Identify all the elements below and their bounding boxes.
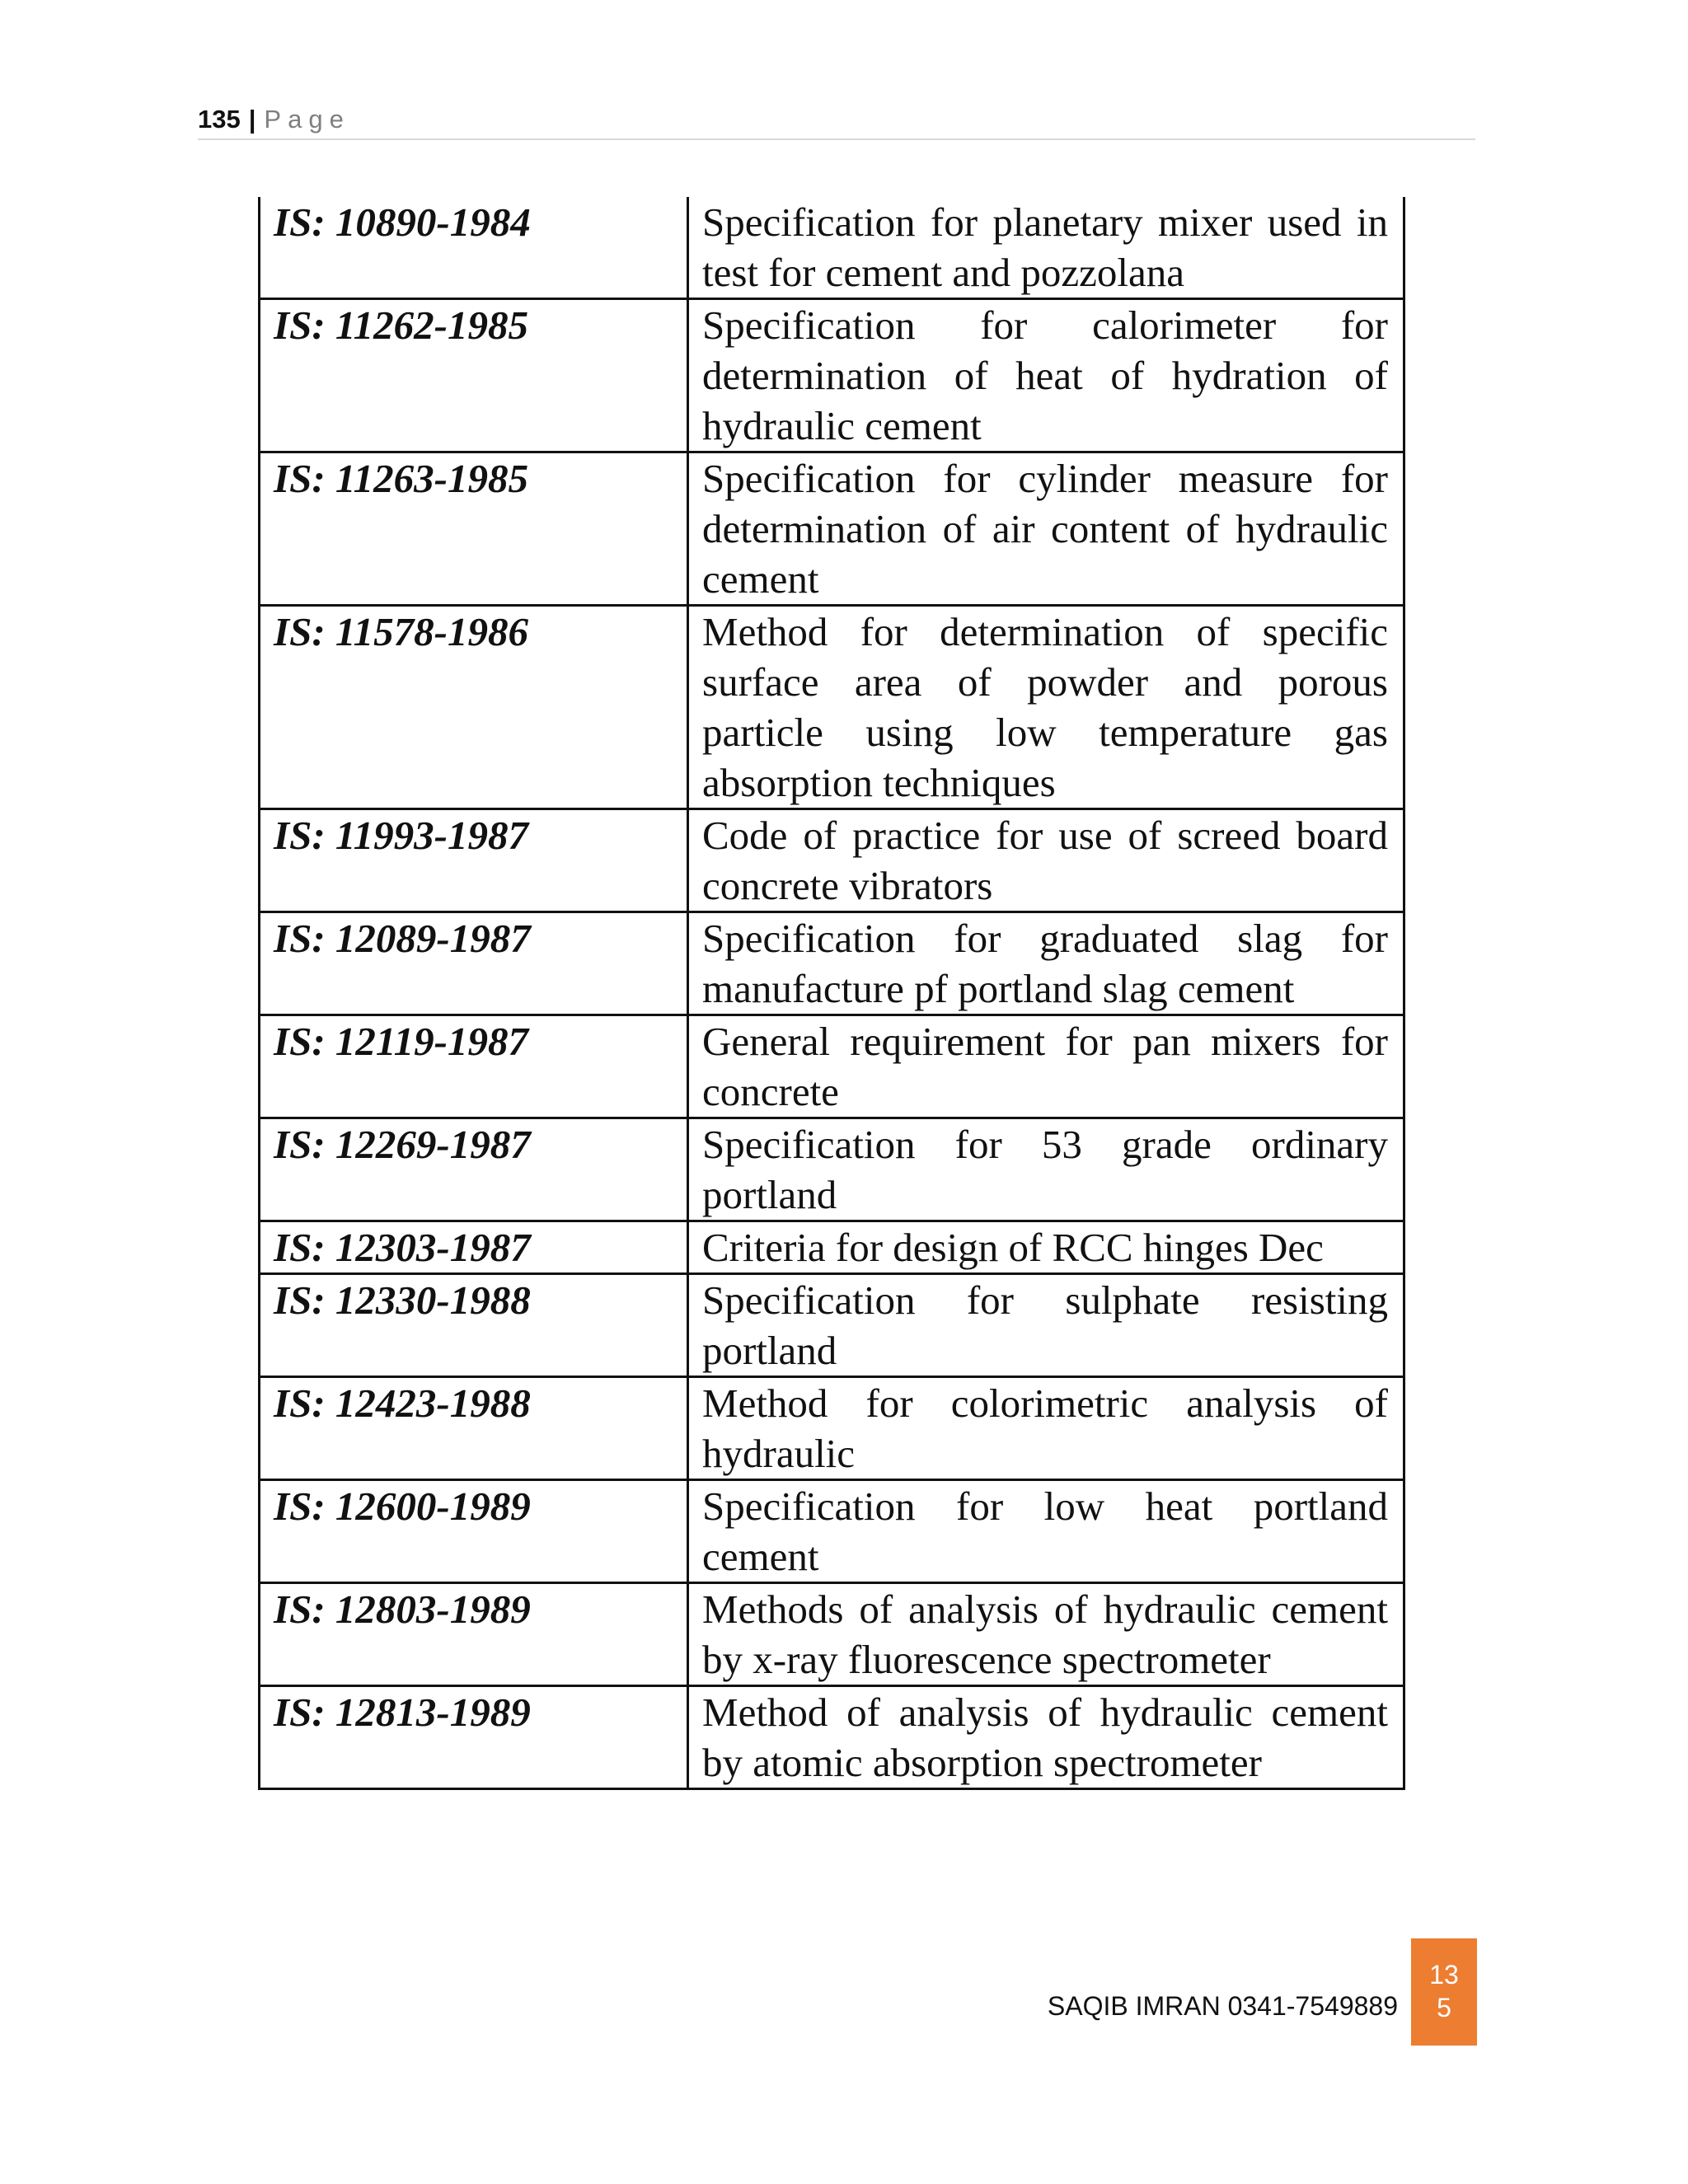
table-row	[260, 1118, 1404, 1221]
standards-table-body	[260, 197, 1404, 1789]
table-row	[260, 452, 1404, 606]
header-page-word: Page	[264, 105, 350, 134]
standard-description-cell: Methods of analysis of hydraulic cement by x-ray fluorescence spectrometer	[688, 1583, 1404, 1686]
standard-code-cell: IS: 11578-1986	[260, 606, 688, 809]
standard-description-cell: Specification for sulphate resisting portland	[688, 1274, 1404, 1377]
standard-code-cell: IS: 12119-1987	[260, 1015, 688, 1118]
page-header	[198, 101, 1475, 138]
footer-page-box-line2: 5	[1437, 1993, 1451, 2022]
standard-description-cell: Specification for 53 grade ordinary portland	[688, 1118, 1404, 1221]
standard-description-cell: Specification for graduated slag for manufacture pf portland slag cement	[688, 912, 1404, 1015]
table-row	[260, 1480, 1404, 1583]
standard-description-cell: Specification for planetary mixer used in test for cement and pozzolana	[688, 197, 1404, 299]
table-row	[260, 197, 1404, 299]
table-row	[260, 1583, 1404, 1686]
standard-code-cell: IS: 12813-1989	[260, 1686, 688, 1789]
table-row	[260, 1015, 1404, 1118]
table-row	[260, 606, 1404, 809]
table-row	[260, 1686, 1404, 1789]
standard-code-cell: IS: 12303-1987	[260, 1221, 688, 1274]
standard-code-cell: IS: 11993-1987	[260, 809, 688, 912]
standard-description-cell: Specification for low heat portland cement	[688, 1480, 1404, 1583]
header-separator: |	[248, 105, 256, 134]
standard-code-cell: IS: 11263-1985	[260, 452, 688, 606]
standard-description-cell: General requirement for pan mixers for concrete	[688, 1015, 1404, 1118]
footer-author: SAQIB IMRAN 0341-7549889	[1047, 1991, 1398, 2021]
table-row	[260, 1274, 1404, 1377]
standards-table	[258, 197, 1405, 1790]
standard-description-cell: Code of practice for use of screed board concrete vibrators	[688, 809, 1404, 912]
table-row	[260, 809, 1404, 912]
table-row	[260, 1377, 1404, 1480]
standard-code-cell: IS: 12269-1987	[260, 1118, 688, 1221]
header-page-number: 135	[198, 105, 241, 134]
standard-description-cell: Method for determination of specific surface area of powder and porous particle using low temperature gas absorption techniques	[688, 606, 1404, 809]
header-divider	[198, 138, 1475, 140]
standard-description-cell: Method of analysis of hydraulic cement by atomic absorption spectrometer	[688, 1686, 1404, 1789]
standard-code-cell: IS: 12330-1988	[260, 1274, 688, 1377]
standard-description-cell: Criteria for design of RCC hinges Dec	[688, 1221, 1404, 1274]
footer-page-box-line1: 13	[1429, 1960, 1459, 1990]
footer-page-box	[1411, 1938, 1477, 2046]
standard-description-cell: Method for colorimetric analysis of hydraulic	[688, 1377, 1404, 1480]
standard-code-cell: IS: 12089-1987	[260, 912, 688, 1015]
table-row	[260, 912, 1404, 1015]
standard-code-cell: IS: 12803-1989	[260, 1583, 688, 1686]
standard-code-cell: IS: 12423-1988	[260, 1377, 688, 1480]
table-row	[260, 1221, 1404, 1274]
standard-code-cell: IS: 12600-1989	[260, 1480, 688, 1583]
table-row	[260, 299, 1404, 452]
standard-code-cell: IS: 10890-1984	[260, 197, 688, 299]
standard-description-cell: Specification for calorimeter for determination of heat of hydration of hydraulic cement	[688, 299, 1404, 452]
standard-description-cell: Specification for cylinder measure for determination of air content of hydraulic cement	[688, 452, 1404, 606]
standard-code-cell: IS: 11262-1985	[260, 299, 688, 452]
